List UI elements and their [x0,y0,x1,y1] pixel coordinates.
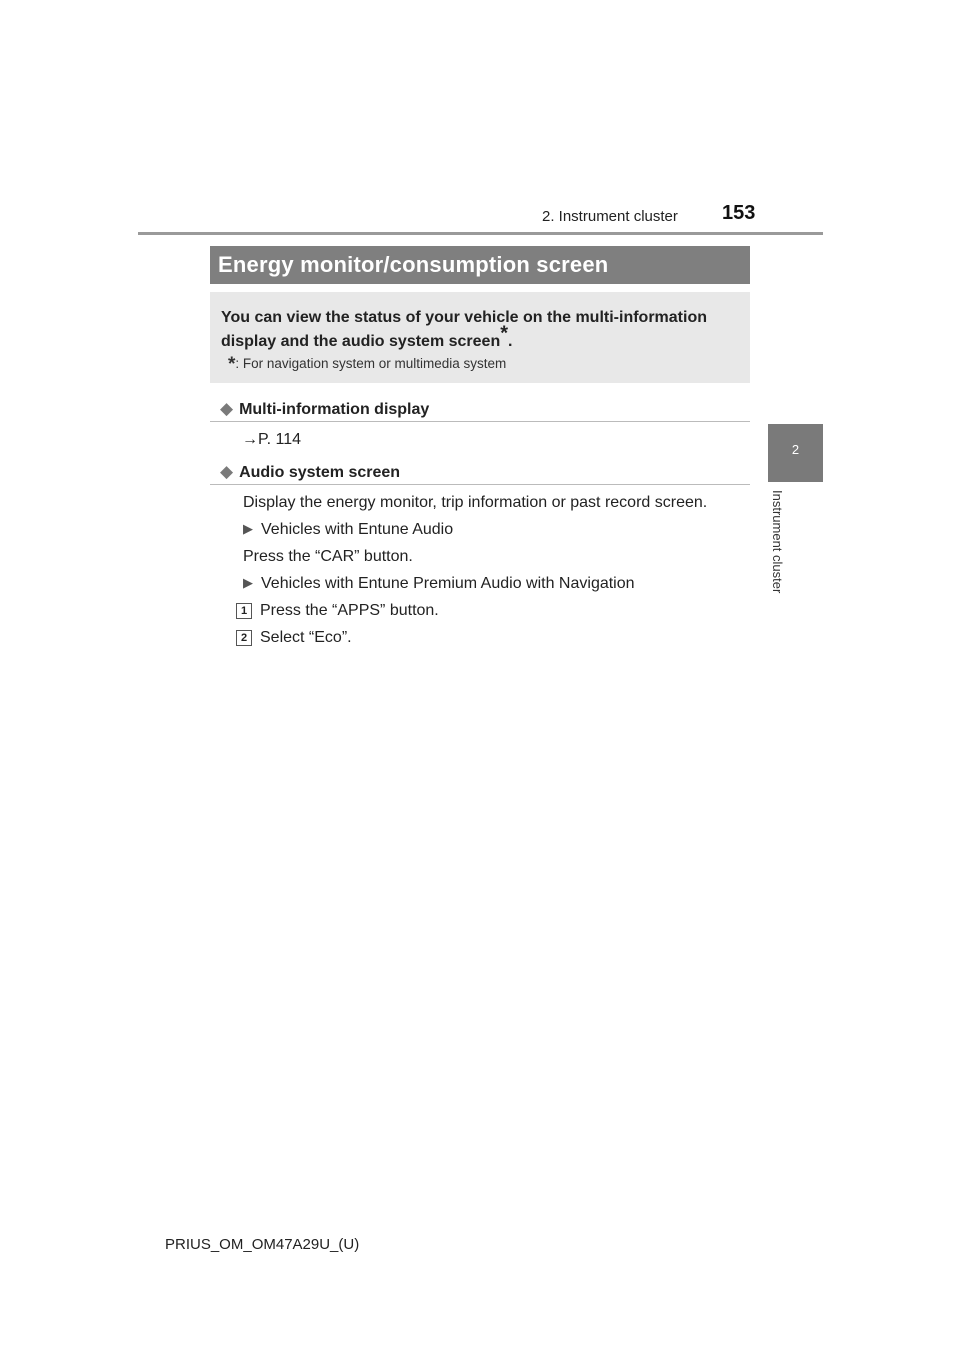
section-rule [210,421,750,422]
triangle-bullet-icon: ▶ [243,521,253,536]
variant-label-text: Vehicles with Entune Premium Audio with Navigation [261,575,635,592]
intro-box [210,292,750,383]
arrow-icon: → [242,431,258,448]
footnote-asterisk: * [228,354,236,375]
chapter-number: 2 [791,442,800,457]
diamond-bullet-icon: ◆ [220,399,234,418]
intro-body: You can view the status of your vehicle on the multi-information display and the audio system screen [221,309,707,350]
step-text: Select “Eco”. [260,629,352,646]
step-number-box: 1 [236,603,252,619]
triangle-bullet-icon: ▶ [243,575,253,590]
chapter-tab [768,424,823,482]
page-reference-link[interactable]: P. 114 [258,431,302,448]
page-title-bar [210,246,750,284]
variant-label-entune-premium [243,575,635,593]
section-heading-text: Multi-information display [239,401,430,418]
chapter-label-text: Instrument cluster [770,490,785,594]
variant-label-text: Vehicles with Entune Audio [261,521,454,538]
variant-label-entune-audio [243,521,453,539]
header-rule [138,232,823,235]
section-rule [210,484,750,485]
section-description: Display the energy monitor, trip information or past record screen. [243,494,708,511]
footnote [228,354,506,376]
document-code: PRIUS_OM_OM47A29U_(U) [165,1236,360,1253]
footnote-text: : For navigation system or multimedia system [235,356,507,371]
section-heading-multi-information-display [220,399,429,419]
step-number-box: 2 [236,630,252,646]
chapter-label [770,490,790,610]
intro-text [221,306,741,354]
section-heading-text: Audio system screen [239,464,401,481]
page-title: Energy monitor/consumption screen [218,252,609,277]
footnote-marker: * [500,322,509,345]
diamond-bullet-icon: ◆ [220,462,234,481]
page-reference [242,431,301,449]
instruction-text: Press the “CAR” button. [243,548,413,565]
page-number: 153 [722,202,756,224]
step-text: Press the “APPS” button. [260,602,439,619]
section-heading-audio-system-screen [220,462,400,482]
intro-end: . [508,333,513,350]
section-title: 2. Instrument cluster [542,208,678,225]
